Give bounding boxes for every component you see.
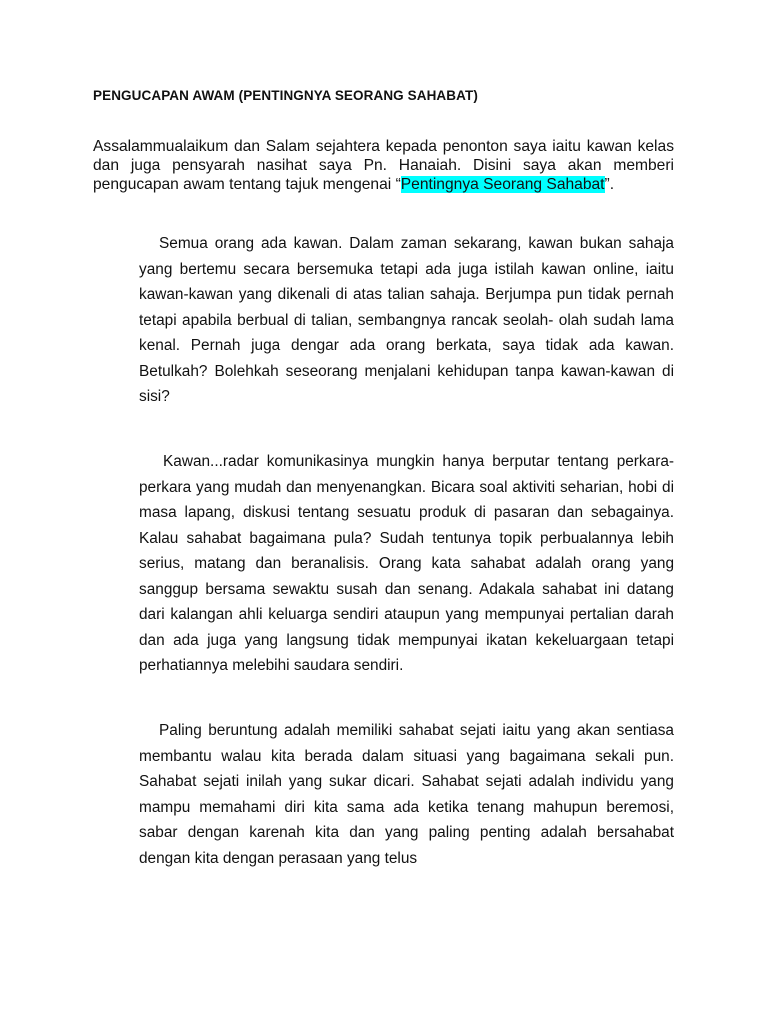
body-paragraph-1: Semua orang ada kawan. Dalam zaman sekarang, kawan bukan sahaja yang bertemu secara bersemuka tetapi ada juga istilah kawan online, iaitu kawan-kawan yang dikenali di atas talian sahaja. Berjumpa pun tidak pernah tetapi apabila berbual di talian, sembangnya rancak seolah- olah sudah lama kenal. Pernah juga dengar ada orang berkata, saya tidak ada kawan. Betulkah? Bolehkah seseorang menjalani kehidupan tanpa kawan-kawan di sisi?	[139, 235, 674, 405]
intro-paragraph	[93, 137, 674, 194]
intro-text-after: ”.	[604, 176, 615, 193]
document-title: PENGUCAPAN AWAM (PENTINGNYA SEORANG SAHABAT)	[93, 88, 478, 103]
body-paragraph-2: Kawan...radar komunikasinya mungkin hanya berputar tentang perkara-perkara yang mudah dan menyenangkan. Bicara soal aktiviti seharian, hobi di masa lapang, diskusi tentang sesuatu produk di pasaran dan sebagainya. Kalau sahabat bagaimana pula? Sudah tentunya topik perbualannya lebih serius, matang dan beranalisis. Orang kata sahabat adalah orang yang sanggup bersama sewaktu susah dan senang. Adakala sahabat ini datang dari kalangan ahli keluarga sendiri ataupun yang mempunyai pertalian darah dan ada juga yang langsung tidak mempunyai ikatan kekeluargaan tetapi perhatiannya melebihi saudara sendiri.	[139, 453, 674, 674]
body-paragraph-3: Paling beruntung adalah memiliki sahabat sejati iaitu yang akan sentiasa membantu walau kita berada dalam situasi yang bagaimana sekali pun. Sahabat sejati inilah yang sukar dicari. Sahabat sejati adalah individu yang mampu memahami diri kita sama ada ketika tenang mahupun beremosi, sabar dengan karenah kita dan yang paling penting adalah bersahabat dengan kita dengan perasaan yang telus	[139, 722, 674, 867]
intro-text-before: Assalammualaikum dan Salam sejahtera kepada penonton saya iaitu kawan kelas dan juga pensyarah nasihat saya Pn. Hanaiah. Disini saya akan memberi pengucapan awam tentang tajuk mengenai “	[93, 138, 674, 193]
highlighted-topic: Pentingnya Seorang Sahabat	[400, 176, 605, 193]
